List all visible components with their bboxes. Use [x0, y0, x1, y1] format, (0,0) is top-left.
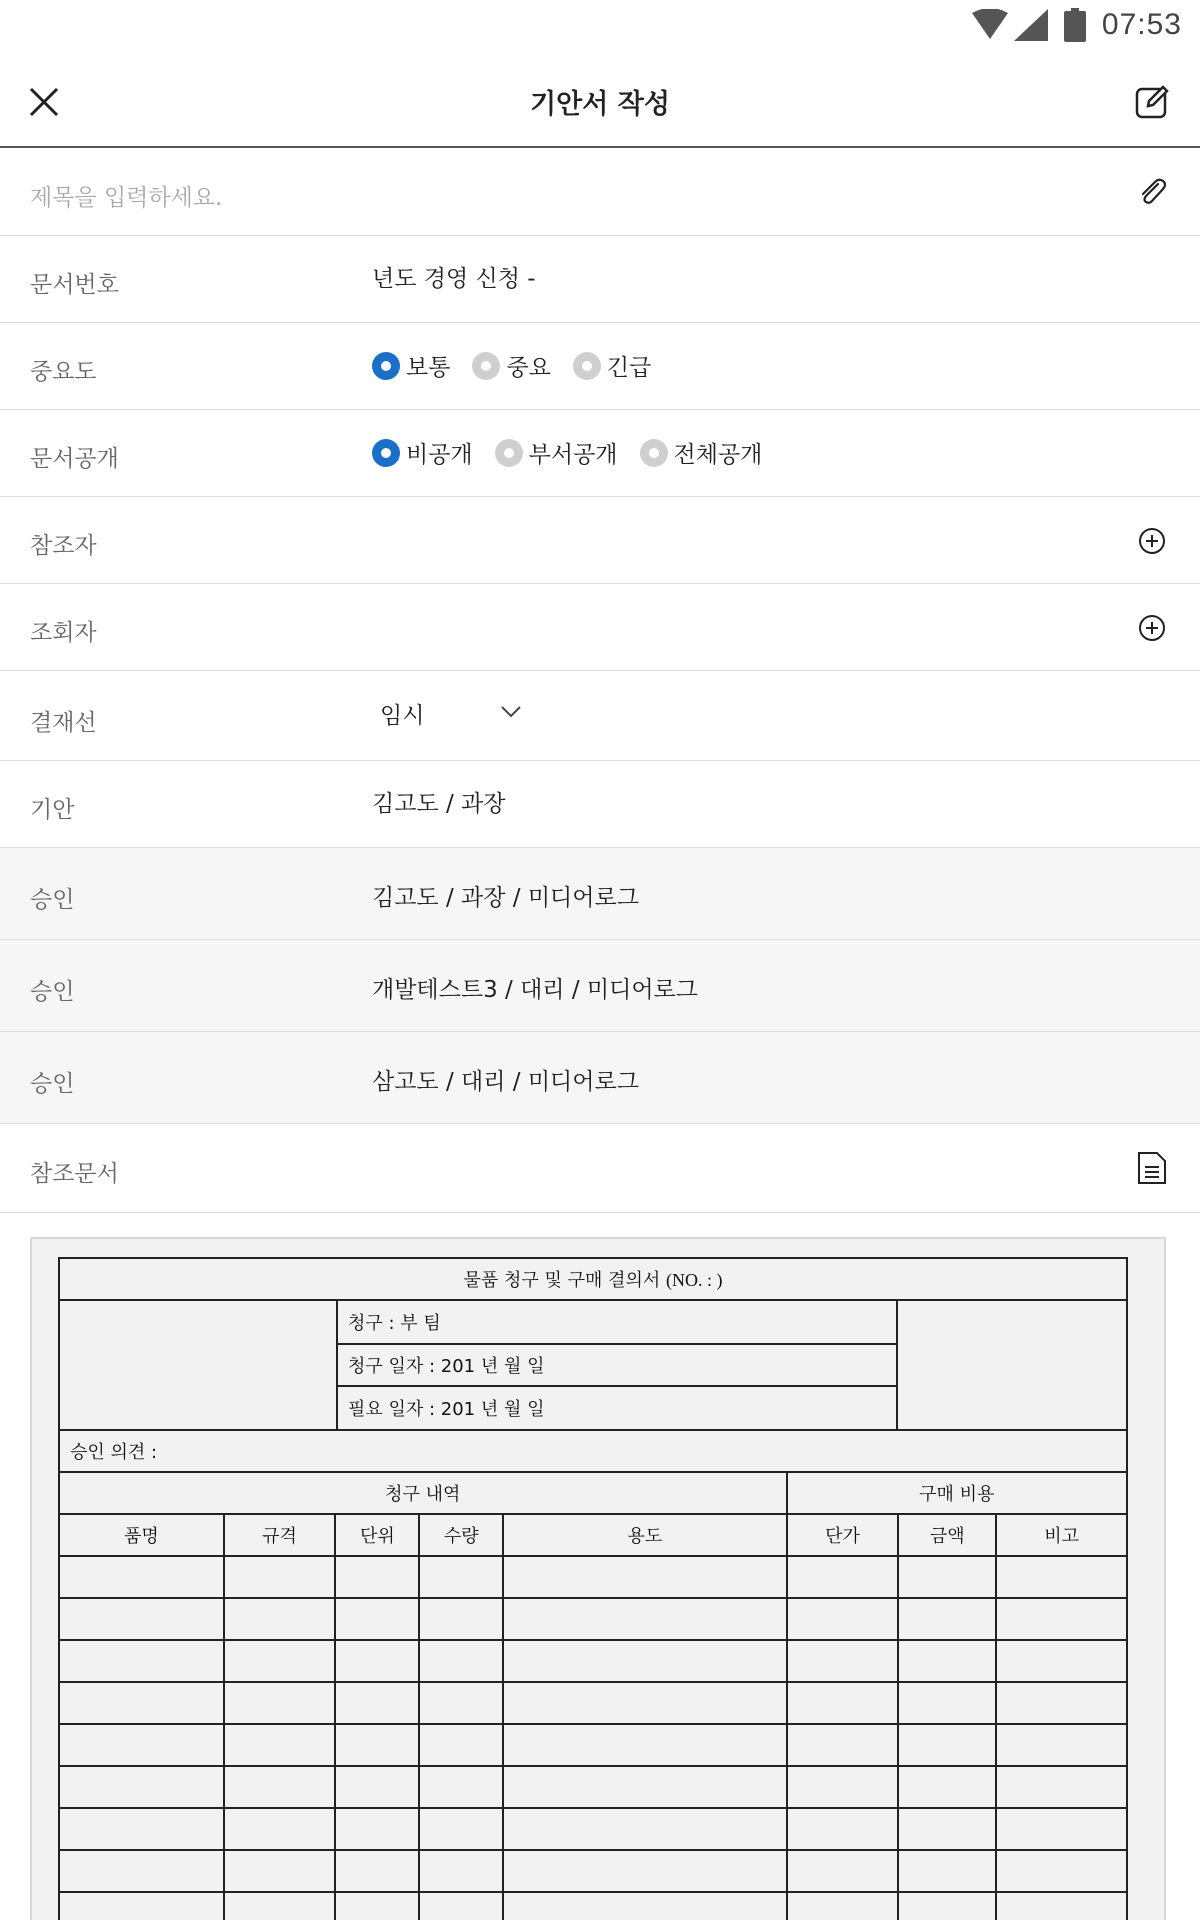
doc-number-value: 년도 경영 신청 - — [372, 266, 536, 292]
attach-icon[interactable] — [1136, 176, 1168, 208]
importance-radio-group — [372, 349, 673, 382]
approval-line-row — [0, 671, 1200, 761]
drafter-label: 기안 — [30, 797, 75, 823]
column-header: 용도 — [503, 1514, 786, 1556]
disclosure-option-private[interactable]: 비공개 — [372, 436, 473, 469]
add-circle-icon[interactable] — [1136, 612, 1168, 644]
app-bar — [0, 60, 1200, 148]
column-header: 품명 — [59, 1514, 224, 1556]
status-time: 07:53 — [1101, 8, 1182, 41]
column-header: 단가 — [787, 1514, 899, 1556]
approval-opinion-field: 승인 의견 : — [59, 1430, 1127, 1472]
radio-unselected-icon — [573, 352, 601, 380]
approval-line-select[interactable] — [380, 697, 522, 730]
signal-icon — [1014, 9, 1048, 41]
status-bar — [0, 0, 1200, 60]
importance-row — [0, 323, 1200, 410]
approver-value: 김고도 / 과장 / 미디어로그 — [372, 885, 639, 911]
radio-selected-icon — [372, 352, 400, 380]
disclosure-option-department[interactable]: 부서공개 — [495, 436, 618, 469]
form-header-block — [59, 1300, 1127, 1430]
approver-value: 삼고도 / 대리 / 미디어로그 — [372, 1069, 639, 1095]
chevron-down-icon — [500, 704, 522, 723]
radio-selected-icon — [372, 439, 400, 467]
doc-number-row — [0, 236, 1200, 323]
approver-row — [0, 1032, 1200, 1124]
approver-label: 승인 — [30, 887, 75, 913]
cc-row — [0, 497, 1200, 584]
form-title: 물품 청구 및 구매 결의서 (NO. : ) — [59, 1258, 1127, 1300]
ref-doc-label: 참조문서 — [30, 1161, 119, 1187]
battery-icon — [1064, 8, 1086, 42]
column-header: 단위 — [335, 1514, 419, 1556]
importance-option-important[interactable]: 중요 — [472, 349, 550, 382]
request-dept-field: 청구 : 부 팀 — [337, 1301, 897, 1344]
approver-label: 승인 — [30, 979, 75, 1005]
table-row — [59, 1682, 1127, 1724]
disclosure-label: 문서공개 — [30, 446, 119, 472]
document-icon[interactable] — [1136, 1151, 1168, 1183]
viewer-label: 조회자 — [30, 620, 97, 646]
ref-doc-row — [0, 1124, 1200, 1213]
importance-option-urgent[interactable]: 긴급 — [573, 349, 651, 382]
column-header: 규격 — [224, 1514, 336, 1556]
approver-value: 개발테스트3 / 대리 / 미디어로그 — [372, 977, 698, 1003]
approver-row — [0, 848, 1200, 940]
column-header: 금액 — [898, 1514, 996, 1556]
radio-unselected-icon — [640, 439, 668, 467]
purchase-form-sheet — [58, 1257, 1128, 1920]
approval-line-label: 결재선 — [30, 710, 97, 736]
drafter-row — [0, 761, 1200, 848]
subject-input[interactable]: 제목을 입력하세요. — [30, 185, 223, 211]
cc-label: 참조자 — [30, 533, 97, 559]
table-row — [59, 1850, 1127, 1892]
table-row — [59, 1598, 1127, 1640]
approver-row — [0, 940, 1200, 1032]
doc-number-label: 문서번호 — [30, 272, 119, 298]
subject-row — [0, 149, 1200, 236]
section-cost-header: 구매 비용 — [787, 1472, 1127, 1514]
column-header-row — [59, 1514, 1127, 1556]
importance-label: 중요도 — [30, 359, 97, 385]
disclosure-option-public[interactable]: 전체공개 — [640, 436, 763, 469]
page-title: 기안서 작성 — [530, 89, 670, 120]
disclosure-row — [0, 410, 1200, 497]
table-row — [59, 1556, 1127, 1598]
approval-line-value: 임시 — [380, 703, 425, 729]
column-header: 수량 — [419, 1514, 503, 1556]
table-row — [59, 1892, 1127, 1920]
edit-icon[interactable] — [1134, 84, 1170, 120]
section-request-header: 청구 내역 — [59, 1472, 787, 1514]
purchase-form-table — [58, 1257, 1128, 1920]
approver-label: 승인 — [30, 1071, 75, 1097]
needed-date-field: 필요 일자 : 201 년 월 일 — [337, 1386, 897, 1429]
column-header: 비고 — [996, 1514, 1127, 1556]
disclosure-radio-group — [372, 436, 784, 469]
radio-unselected-icon — [472, 352, 500, 380]
document-preview[interactable] — [30, 1237, 1166, 1920]
table-row — [59, 1640, 1127, 1682]
wifi-icon — [972, 9, 1008, 41]
table-row — [59, 1724, 1127, 1766]
table-row — [59, 1808, 1127, 1850]
request-date-field: 청구 일자 : 201 년 월 일 — [337, 1344, 897, 1387]
viewer-row — [0, 584, 1200, 671]
radio-unselected-icon — [495, 439, 523, 467]
add-circle-icon[interactable] — [1136, 525, 1168, 557]
importance-option-normal[interactable]: 보통 — [372, 349, 450, 382]
table-row — [59, 1766, 1127, 1808]
drafter-value: 김고도 / 과장 — [372, 791, 506, 817]
